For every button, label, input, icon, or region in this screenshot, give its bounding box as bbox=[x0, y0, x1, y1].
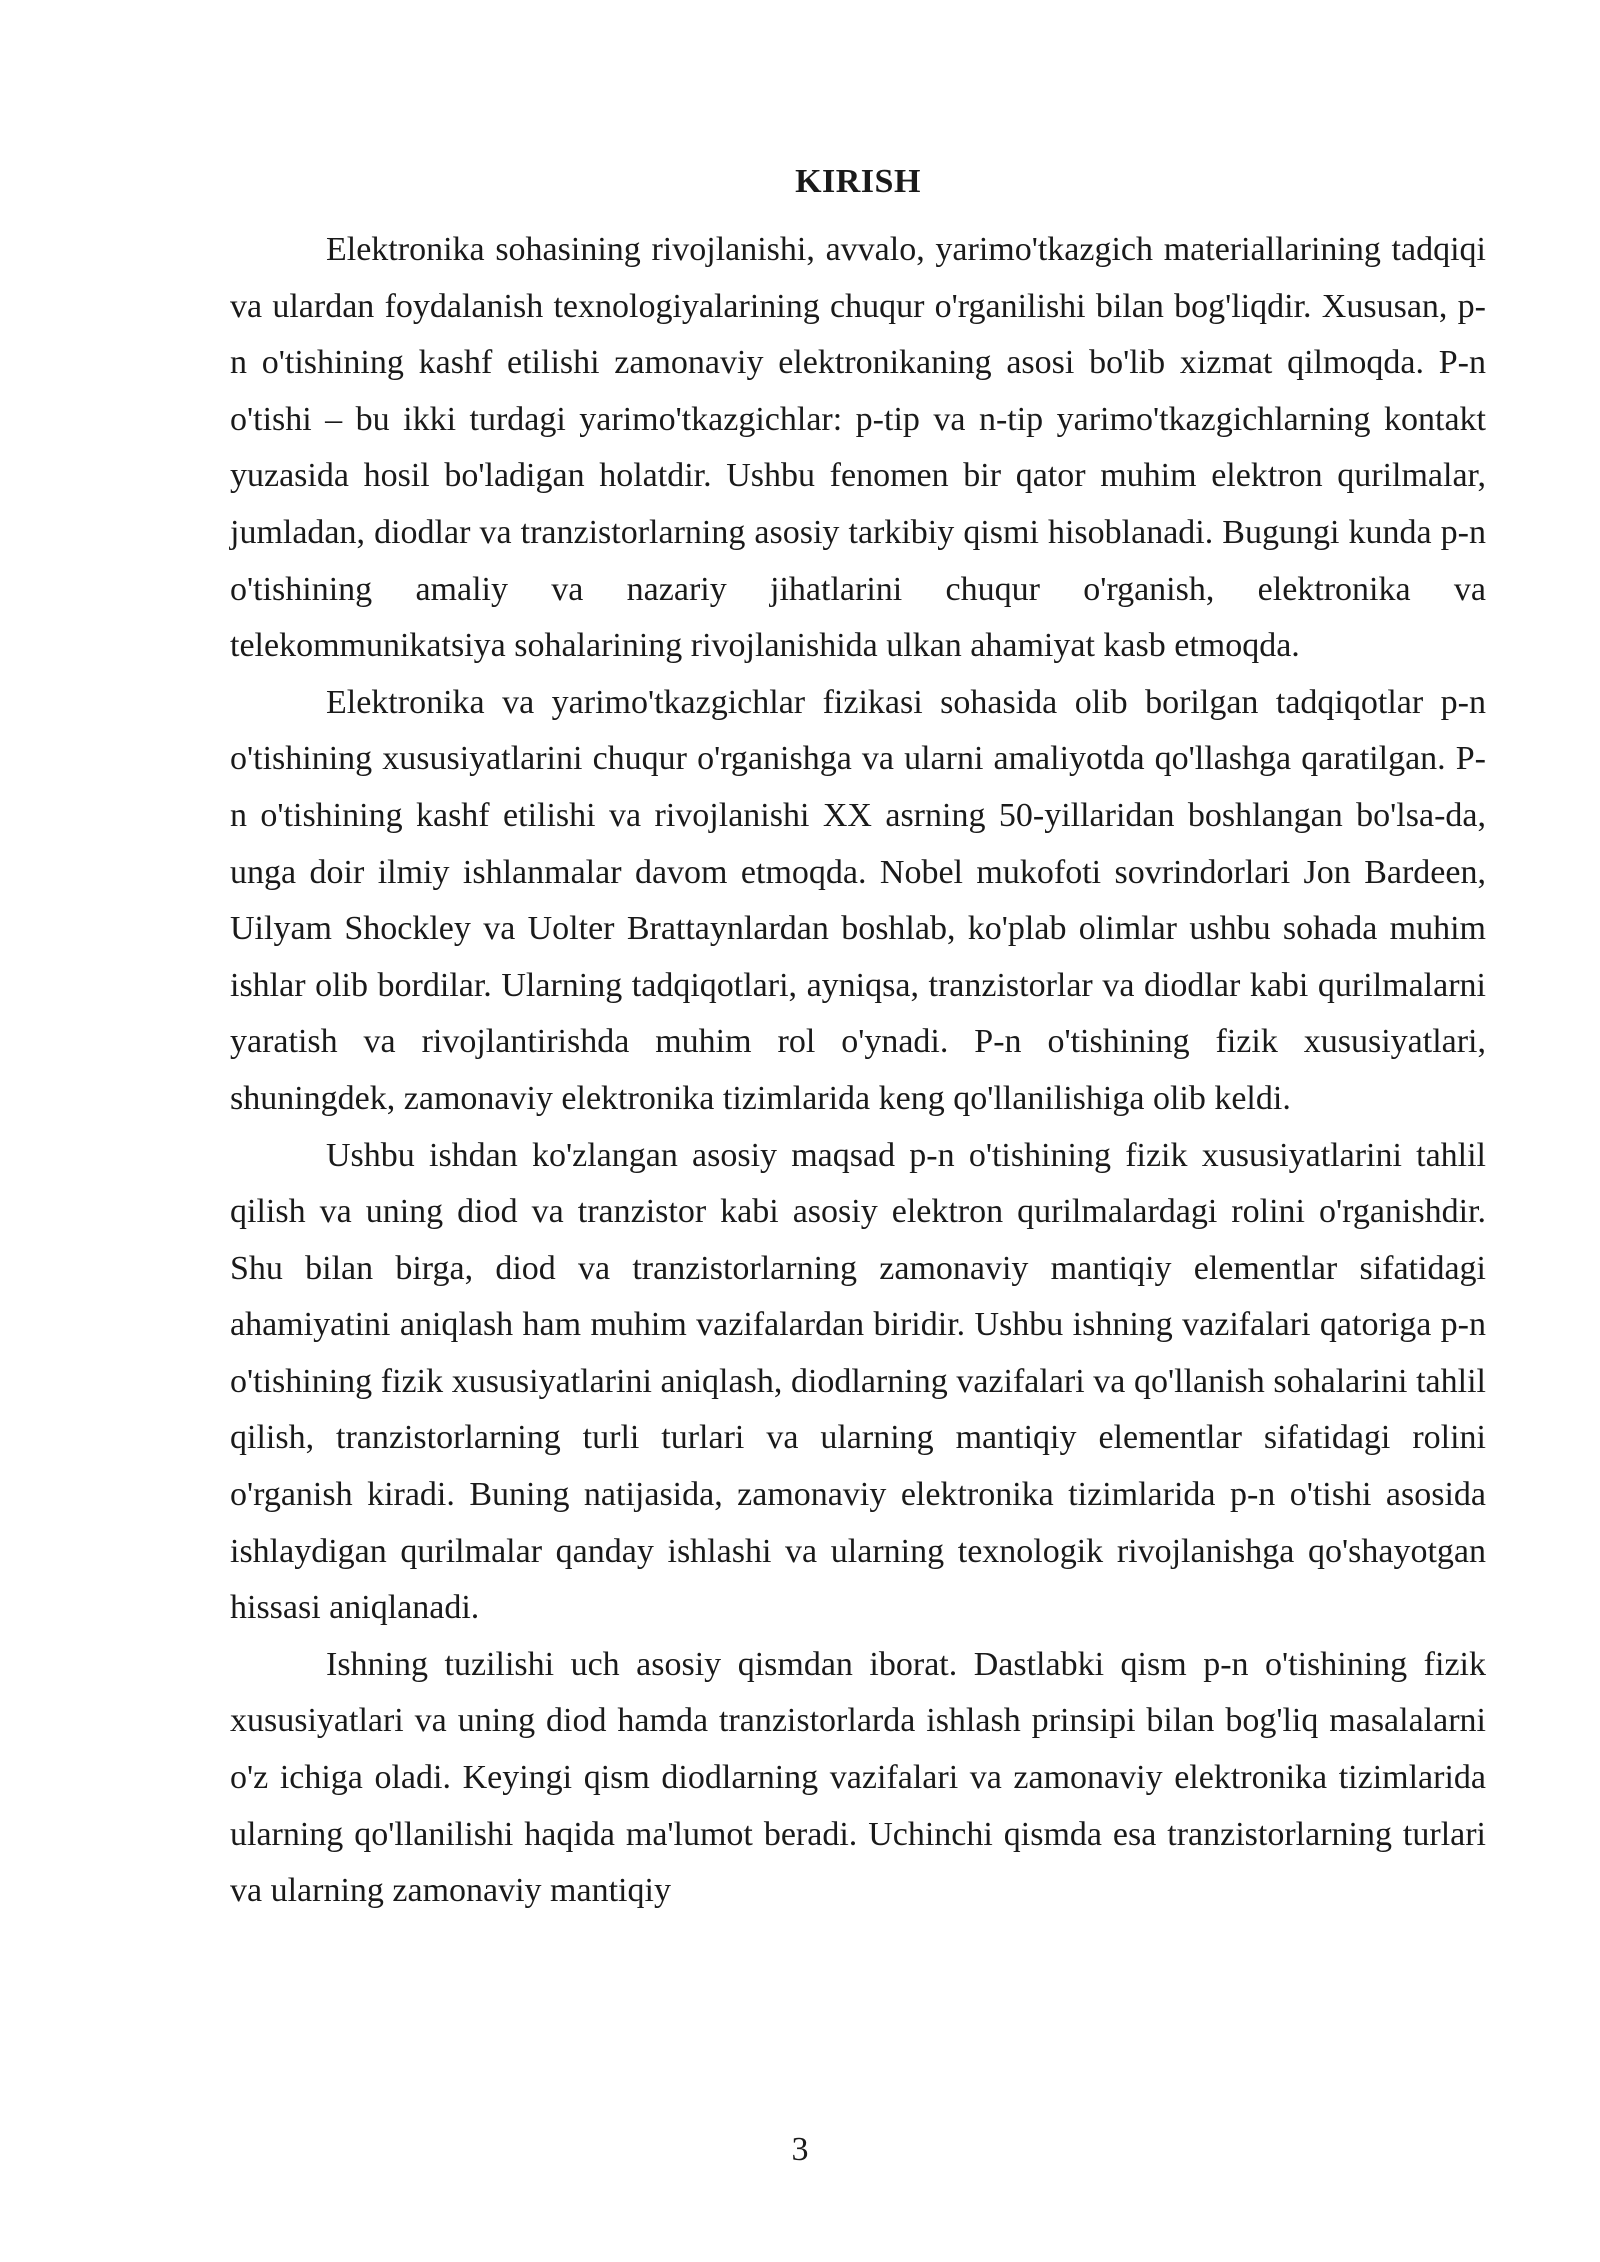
paragraph-intro: Elektronika sohasining rivojlanishi, avvalo, yarimo'tkazgich materiallarining tadqiqi va ulardan foydalanish texnologiyalarining chuqur o'rganilishi bilan bog'liqdir. Xususan, p-n o'tishining kashf etilishi zamonaviy elektronikaning asosi bo'lib xizmat qilmoqda. P-n o'tishi – bu ikki turdagi yarimo'tkazgichlar: p-tip va n-tip yarimo'tkazgichlarning kontakt yuzasida hosil bo'ladigan holatdir. Ushbu fenomen bir qator muhim elektron qurilmalar, jumladan, diodlar va tranzistorlarning asosiy tarkibiy qismi hisoblanadi. Bugungi kunda p-n o'tishining amaliy va nazariy jihatlarini chuqur o'rganish, elektronika va telekommunikatsiya sohalarining rivojlanishida ulkan ahamiyat kasb etmoqda. bbox=[230, 231, 1486, 665]
paragraph-goals: Ushbu ishdan ko'zlangan asosiy maqsad p-n o'tishining fizik xususiyatlarini tahlil qilish va uning diod va tranzistor kabi asosiy elektron qurilmalardagi rolini o'rganishdir. Shu bilan birga, diod va tranzistorlarning zamonaviy mantiqiy elementlar sifatidagi ahamiyatini aniqlash ham muhim vazifalardan biridir. Ushbu ishning vazifalari qatoriga p-n o'tishining fizik xususiyatlarini aniqlash, diodlarning vazifalari va qo'llanish sohalarini tahlil qilish, tranzistorlarning turli turlari va ularning mantiqiy elementlar sifatidagi rolini o'rganish kiradi. Buning natijasida, zamonaviy elektronika tizimlarida p-n o'tishi asosida ishlaydigan qurilmalar qanday ishlashi va ularning texnologik rivojlanishga qo'shayotgan hissasi aniqlanadi. bbox=[230, 1136, 1486, 1627]
page-number: 3 bbox=[791, 2131, 809, 2168]
paragraph-research-history: Elektronika va yarimo'tkazgichlar fizikasi sohasida olib borilgan tadqiqotlar p-n o'tishining xususiyatlarini chuqur o'rganishga va ularni amaliyotda qo'llashga qaratilgan. P-n o'tishining kashf etilishi va rivojlanishi XX asrning 50-yillaridan boshlangan bo'lsa-da, unga doir ilmiy ishlanmalar davom etmoqda. Nobel mukofoti sovrindorlari Jon Bardeen, Uilyam Shockley va Uolter Brattaynlardan boshlab, ko'plab olimlar ushbu sohada muhim ishlar olib bordilar. Ularning tadqiqotlari, ayniqsa, tranzistorlar va diodlar kabi qurilmalarni yaratish va rivojlantirishda muhim rol o'ynadi. P-n o'tishining fizik xususiyatlari, shuningdek, zamonaviy elektronika tizimlarida keng qo'llanilishiga olib keldi. bbox=[230, 683, 1486, 1117]
section-title: KIRISH bbox=[795, 163, 921, 200]
paragraph-structure: Ishning tuzilishi uch asosiy qismdan iborat. Dastlabki qism p-n o'tishining fizik xususiyatlari va uning diod hamda tranzistorlarda ishlash prinsipi bilan bog'liq masalalarni o'z ichiga oladi. Keyingi qism diodlarning vazifalari va zamonaviy elektronika tizimlarida ularning qo'llanilishi haqida ma'lumot beradi. Uchinchi qismda esa tranzistorlarning turlari va ularning zamonaviy mantiqiy bbox=[230, 1645, 1486, 1910]
document-page bbox=[230, 160, 1486, 1920]
